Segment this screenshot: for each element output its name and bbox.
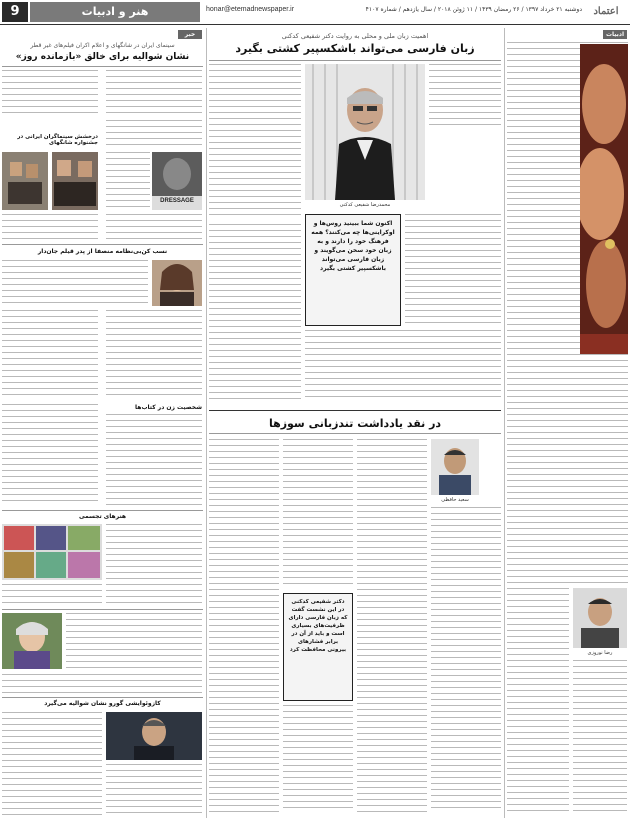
issue-date-line: دوشنبه ۲۱ خرداد ۱۳۹۷ / ۲۶ رمضان ۱۴۳۹ / ۱۱ ژوئن ۲۰۱۸ / سال یازدهم / شماره ۴۱۰۷ [365,6,582,13]
article-text-block [2,70,98,116]
article-text-block [507,384,628,584]
newspaper-logo: اعتماد [593,6,619,17]
news-tag: خبر [178,30,202,39]
article-text-block [573,660,627,816]
film-still-photo [52,152,98,210]
article-text-block [283,705,353,813]
article-text-block [106,120,202,148]
masthead [0,0,630,24]
divider [2,244,203,245]
masthead-divider [0,24,630,25]
ishiguro-photo [106,712,202,760]
article-text-block [2,584,102,606]
left-column [2,28,203,818]
article-text-block [106,152,150,210]
divider [2,66,203,67]
article-text-block [2,712,102,816]
divider [2,510,203,511]
columnist-name: رضا نوروزی [587,650,613,656]
center-headline-supertitle: اهمیت زبان ملی و محلی به روایت دکتر شفیعی کدکنی [281,32,429,40]
article-text-block [2,310,98,400]
center-top-article [209,28,501,406]
columnist-photo [573,588,627,648]
article-text-block [209,439,279,813]
pull-quote: دکتر شفیعی کدکنی در این نشست گفت که زبان فارسی دارای ظرفیت‌های بسیاری است و باید از آن در برابر فشارهای بیرونی محافظت کرد [283,593,353,701]
art-collage-photo [2,524,102,580]
left-headline: نشان شوالیه برای خالق «بازمانده روز» [15,52,190,62]
article-text-block [209,64,301,220]
article-text-block [2,260,148,306]
poster-photo [152,152,202,210]
divider [209,433,501,434]
article-text-block [106,310,202,400]
article-text-block [106,214,202,242]
divider [209,60,501,61]
subhead-ishiguro: کازوئوایشی گورو نشان شوالیه می‌گیرد [44,700,161,707]
literature-tag: ادبیات [603,30,627,39]
email-address[interactable]: honar@etemadnewspaper.ir [206,6,295,13]
article-text-block [507,588,569,816]
article-text-block [2,674,202,694]
divider [2,609,203,610]
left-headline-supertitle: سینمای ایران در شانگهای و اعلام اکران فیلم‌های غیر قطر [30,42,175,49]
author-photo [2,613,62,669]
author-photo [431,439,479,495]
subhead-visual-arts: هنرهای تجسمی [78,513,127,520]
poster-title: DRESSAGE [160,198,194,204]
article-text-block [209,224,301,400]
author-name: سعید حافظی [441,497,469,503]
photo-caption: محمدرضا شفیعی کدکنی [339,202,391,208]
section-title: هنر و ادبیات [30,2,200,22]
center-bottom-article [209,413,501,818]
divider [2,697,203,698]
pull-quote: اکنون شما ببینید روس‌ها و اوکراینی‌ها چه می‌کنند؟ همه فرهنگ خود را دارند و به زبان خود سخن می‌گویند و زبان فارسی می‌تواند باشکسپیر کشتی بگیرد [305,214,401,326]
kadkani-photo [305,64,425,200]
article-text-block [106,764,202,816]
center-headline: زبان فارسی می‌تواند باشکسپیر کشتی بگیرد [235,42,475,55]
section-divider [209,410,501,411]
article-text-block [357,439,427,813]
hands-photo [580,44,628,354]
article-text-block [429,64,501,128]
page-number: 9 [2,2,28,22]
subhead-festival: درخشش سینماگران ایرانی در جشنواره شانگهای [17,134,98,146]
article-text-block [66,613,202,669]
article-text-block [2,214,98,242]
article-text-block [2,404,98,506]
column-divider [206,28,207,818]
subhead-director: نسب کن‌بی‌نظامه منصفا از پدر قیلم جان‌دار [37,248,168,255]
article-text-block [106,524,202,606]
film-still-photo [2,152,48,210]
article-text-block [106,70,202,116]
article-text-block [305,330,501,400]
critique-headline: در نقد یادداشت تندزبانی سوزها [268,417,442,430]
article-text-block [431,507,501,813]
article-text-block [405,214,501,326]
column-divider [504,28,505,818]
article-text-block [283,439,353,589]
article-text-block [106,414,202,506]
portrait-photo [152,260,202,306]
subhead-books: شخصیت زن در کتاب‌ها [135,404,202,411]
